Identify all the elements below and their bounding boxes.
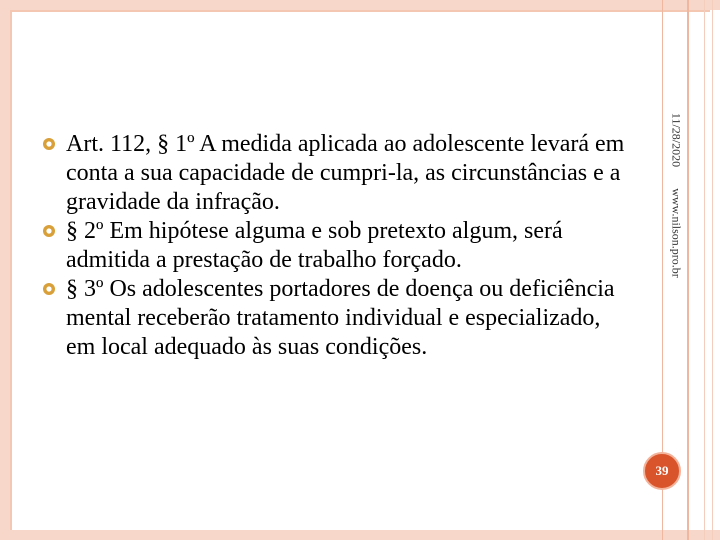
bullet-text: § 3º Os adolescentes portadores de doença ou deficiência mental receberão tratamento individual e especializado, em local adequado às suas condições.	[66, 276, 615, 360]
slide-body	[42, 130, 627, 362]
bullet-text: Art. 112, § 1º A medida aplicada ao adolescente levará em conta a sua capacidade de cumpri-la, as circunstâncias e a gravidade da infração.	[66, 131, 625, 215]
bullet-item	[42, 130, 627, 217]
bullet-item	[42, 217, 627, 275]
circle-bullet-icon	[42, 224, 56, 238]
slide-date: 11/28/2020	[669, 112, 684, 168]
slide-url: www.nilson.pro.br	[669, 188, 684, 278]
circle-bullet-icon	[42, 137, 56, 151]
vertical-rule	[712, 0, 713, 540]
bullet-text: § 2º Em hipótese alguma e sob pretexto algum, será admitida a prestação de trabalho forçado.	[66, 218, 563, 273]
page-number-badge: 39	[643, 452, 681, 490]
bullet-item	[42, 275, 627, 362]
vertical-rule	[704, 0, 705, 540]
circle-bullet-icon	[42, 282, 56, 296]
vertical-rule	[687, 0, 689, 540]
